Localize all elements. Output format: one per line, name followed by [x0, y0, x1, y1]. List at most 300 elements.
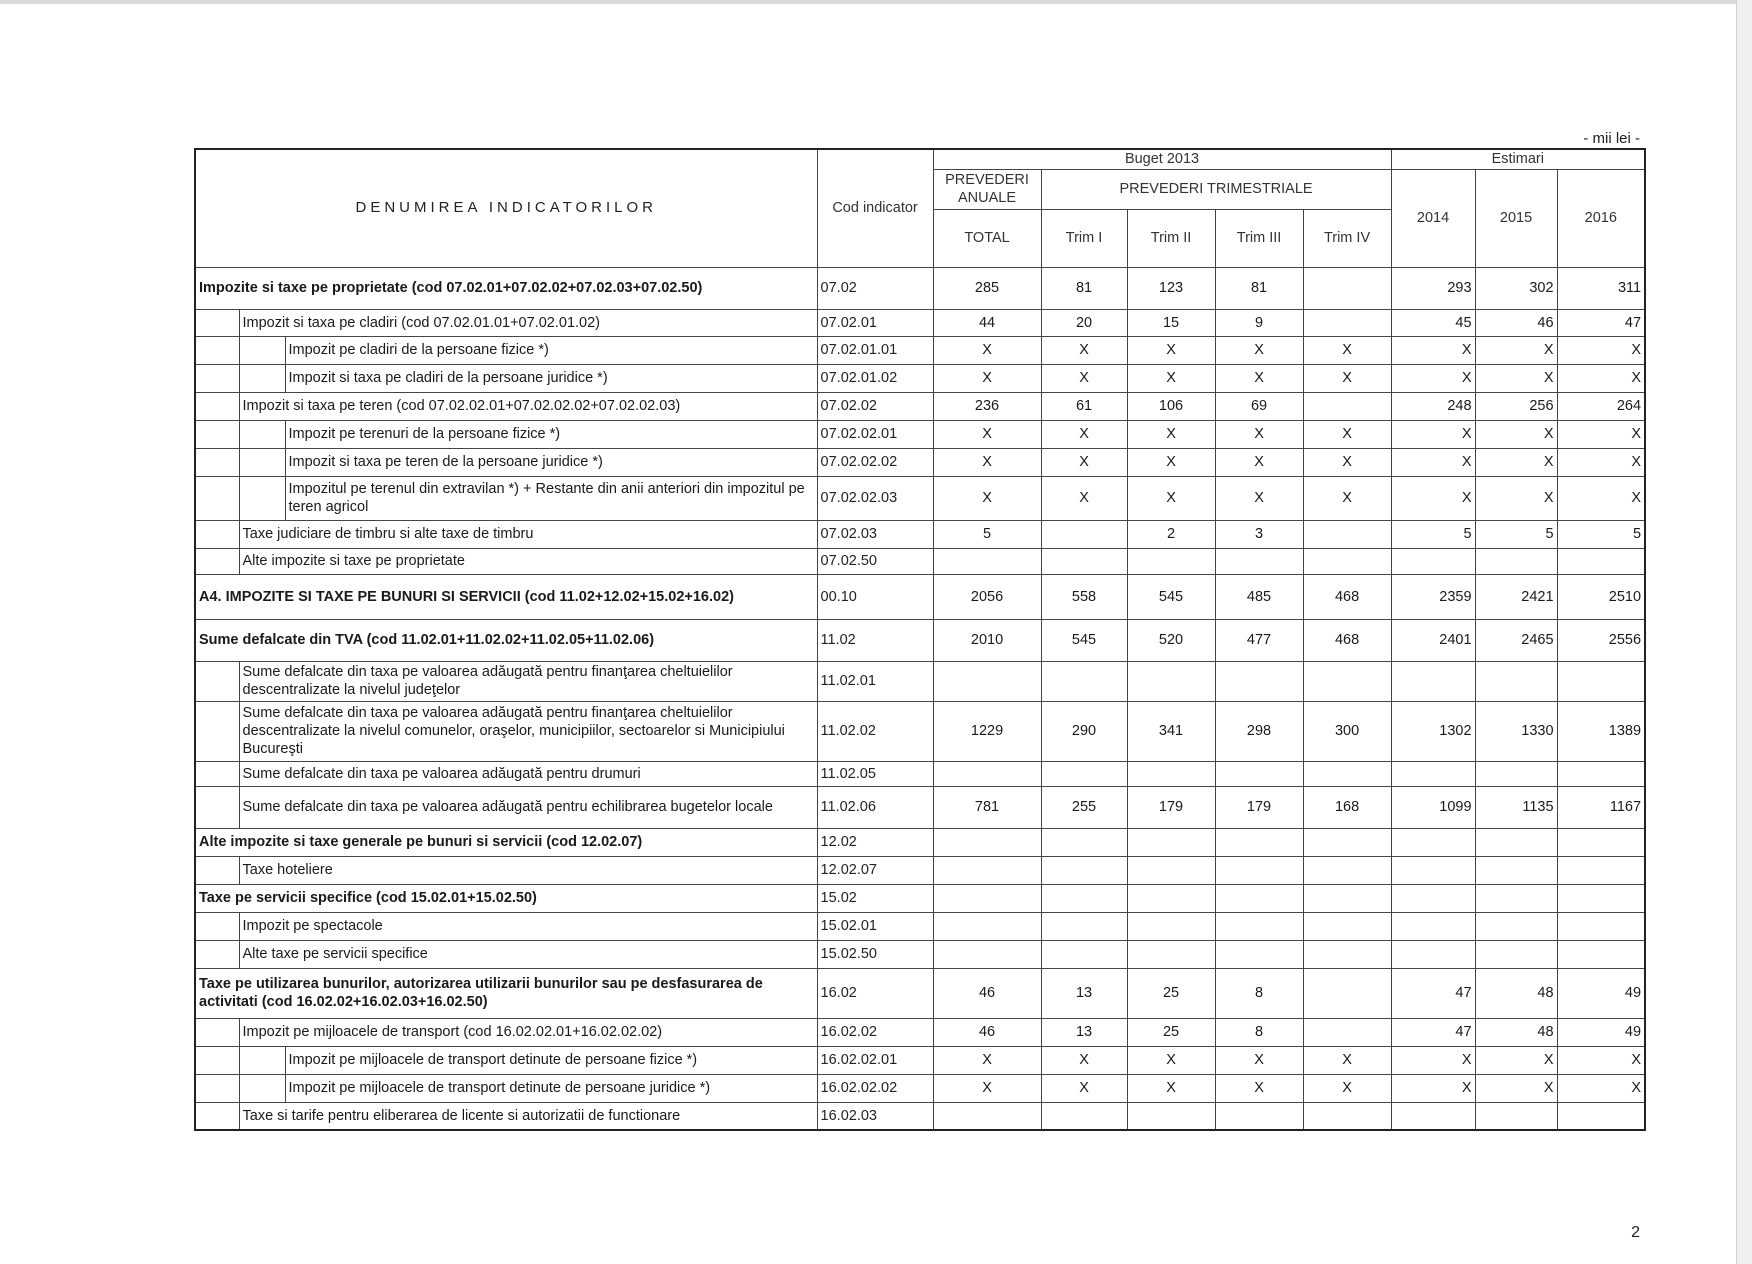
- cell-q1: [1041, 828, 1127, 856]
- indent-cell: [239, 364, 285, 392]
- indent-cell: [195, 661, 239, 701]
- cell-q1: 20: [1041, 309, 1127, 336]
- cell-est-2016: X: [1557, 420, 1645, 448]
- cell-q1: X: [1041, 448, 1127, 476]
- table-row: [195, 912, 1645, 940]
- indent-cell: [239, 476, 285, 520]
- header-indicator-name: DENUMIREA INDICATORILOR: [195, 149, 817, 267]
- cell-total: 2056: [933, 574, 1041, 619]
- cell-q4: [1303, 520, 1391, 548]
- cell-est-2015: 2421: [1475, 574, 1557, 619]
- indent-cell: [195, 701, 239, 761]
- indicator-name: Sume defalcate din taxa pe valoarea adăugată pentru echilibrarea bugetelor locale: [239, 786, 817, 828]
- cell-q1: X: [1041, 364, 1127, 392]
- table-row: [195, 574, 1645, 619]
- header-q4: Trim IV: [1303, 209, 1391, 267]
- cell-q3: 477: [1215, 619, 1303, 661]
- indicator-code: 07.02.01.02: [817, 364, 933, 392]
- cell-q4: [1303, 828, 1391, 856]
- indicator-name: Impozit pe cladiri de la persoane fizice *): [285, 336, 817, 364]
- table-row: [195, 420, 1645, 448]
- cell-total: X: [933, 476, 1041, 520]
- cell-q3: 3: [1215, 520, 1303, 548]
- cell-total: X: [933, 364, 1041, 392]
- cell-est-2014: [1391, 856, 1475, 884]
- cell-total: 285: [933, 267, 1041, 309]
- cell-est-2016: X: [1557, 448, 1645, 476]
- cell-q2: 545: [1127, 574, 1215, 619]
- table-row: [195, 761, 1645, 786]
- indicator-code: 15.02.50: [817, 940, 933, 968]
- cell-q1: 61: [1041, 392, 1127, 420]
- indent-cell: [195, 761, 239, 786]
- cell-est-2015: 5: [1475, 520, 1557, 548]
- cell-est-2014: [1391, 884, 1475, 912]
- table-body: [195, 267, 1645, 1130]
- cell-q1: X: [1041, 1074, 1127, 1102]
- cell-est-2016: X: [1557, 336, 1645, 364]
- cell-est-2014: X: [1391, 476, 1475, 520]
- table-row: [195, 1018, 1645, 1046]
- cell-est-2014: 47: [1391, 968, 1475, 1018]
- cell-est-2015: [1475, 761, 1557, 786]
- cell-q2: [1127, 661, 1215, 701]
- cell-est-2016: [1557, 884, 1645, 912]
- cell-q1: [1041, 1102, 1127, 1130]
- cell-q3: X: [1215, 448, 1303, 476]
- cell-est-2016: 311: [1557, 267, 1645, 309]
- indicator-code: 07.02.01.01: [817, 336, 933, 364]
- cell-total: X: [933, 1046, 1041, 1074]
- indicator-code: 07.02.50: [817, 548, 933, 574]
- cell-q1: X: [1041, 420, 1127, 448]
- cell-q1: [1041, 520, 1127, 548]
- indent-cell: [195, 1074, 239, 1102]
- table-row: [195, 520, 1645, 548]
- cell-q4: X: [1303, 1046, 1391, 1074]
- indicator-code: 11.02.05: [817, 761, 933, 786]
- cell-q4: [1303, 1102, 1391, 1130]
- cell-q1: 545: [1041, 619, 1127, 661]
- cell-est-2015: 46: [1475, 309, 1557, 336]
- cell-est-2014: X: [1391, 420, 1475, 448]
- cell-q4: 168: [1303, 786, 1391, 828]
- cell-total: X: [933, 1074, 1041, 1102]
- cell-est-2016: [1557, 661, 1645, 701]
- cell-q1: 13: [1041, 1018, 1127, 1046]
- cell-est-2015: X: [1475, 1046, 1557, 1074]
- cell-total: [933, 1102, 1041, 1130]
- header-q2: Trim II: [1127, 209, 1215, 267]
- cell-est-2016: [1557, 856, 1645, 884]
- indent-cell: [195, 336, 239, 364]
- cell-est-2015: [1475, 548, 1557, 574]
- header-q3: Trim III: [1215, 209, 1303, 267]
- indicator-code: 16.02.02.01: [817, 1046, 933, 1074]
- cell-q2: 341: [1127, 701, 1215, 761]
- cell-q1: 290: [1041, 701, 1127, 761]
- cell-q2: X: [1127, 420, 1215, 448]
- cell-est-2016: [1557, 912, 1645, 940]
- indicator-code: 11.02.02: [817, 701, 933, 761]
- cell-total: 46: [933, 968, 1041, 1018]
- table-row: [195, 786, 1645, 828]
- indicator-code: 12.02.07: [817, 856, 933, 884]
- cell-est-2015: X: [1475, 420, 1557, 448]
- cell-est-2015: 302: [1475, 267, 1557, 309]
- cell-q4: 300: [1303, 701, 1391, 761]
- cell-q4: 468: [1303, 574, 1391, 619]
- indent-cell: [195, 1018, 239, 1046]
- indicator-name: Sume defalcate din taxa pe valoarea adăugată pentru drumuri: [239, 761, 817, 786]
- indicator-code: 15.02.01: [817, 912, 933, 940]
- cell-q2: X: [1127, 1046, 1215, 1074]
- indent-cell: [195, 1102, 239, 1130]
- cell-est-2014: X: [1391, 364, 1475, 392]
- cell-q2: 25: [1127, 1018, 1215, 1046]
- cell-q1: [1041, 548, 1127, 574]
- cell-q4: [1303, 884, 1391, 912]
- indicator-name: Impozitul pe terenul din extravilan *) + Restante din anii anteriori din impozitul pe teren agricol: [285, 476, 817, 520]
- cell-est-2016: X: [1557, 1046, 1645, 1074]
- cell-est-2015: [1475, 940, 1557, 968]
- indent-cell: [195, 548, 239, 574]
- cell-est-2015: [1475, 884, 1557, 912]
- table-row: [195, 661, 1645, 701]
- indent-cell: [195, 476, 239, 520]
- cell-q2: [1127, 548, 1215, 574]
- cell-est-2016: 1389: [1557, 701, 1645, 761]
- cell-q3: [1215, 828, 1303, 856]
- cell-q2: X: [1127, 336, 1215, 364]
- cell-est-2014: 2359: [1391, 574, 1475, 619]
- indent-cell: [239, 420, 285, 448]
- cell-est-2016: [1557, 548, 1645, 574]
- cell-q4: [1303, 912, 1391, 940]
- indicator-code: 07.02.01: [817, 309, 933, 336]
- cell-est-2015: X: [1475, 336, 1557, 364]
- cell-q4: [1303, 309, 1391, 336]
- cell-est-2014: 1302: [1391, 701, 1475, 761]
- cell-q3: X: [1215, 336, 1303, 364]
- cell-est-2016: 5: [1557, 520, 1645, 548]
- cell-q4: X: [1303, 364, 1391, 392]
- cell-q4: X: [1303, 1074, 1391, 1102]
- indicator-name: Impozit si taxa pe teren (cod 07.02.02.01+07.02.02.02+07.02.02.03): [239, 392, 817, 420]
- cell-q2: 106: [1127, 392, 1215, 420]
- cell-q3: [1215, 761, 1303, 786]
- indicator-code: 07.02.03: [817, 520, 933, 548]
- table-row: [195, 364, 1645, 392]
- unit-label: - mii lei -: [1583, 130, 1640, 147]
- cell-est-2016: X: [1557, 1074, 1645, 1102]
- cell-est-2015: [1475, 661, 1557, 701]
- indicator-code: 16.02.02.02: [817, 1074, 933, 1102]
- cell-q4: [1303, 968, 1391, 1018]
- cell-q2: X: [1127, 364, 1215, 392]
- cell-q4: [1303, 392, 1391, 420]
- header-q1: Trim I: [1041, 209, 1127, 267]
- cell-q4: 468: [1303, 619, 1391, 661]
- indent-cell: [239, 1046, 285, 1074]
- cell-est-2014: 45: [1391, 309, 1475, 336]
- table-row: [195, 884, 1645, 912]
- cell-q1: X: [1041, 336, 1127, 364]
- indent-cell: [195, 392, 239, 420]
- indicator-name: Impozit pe mijloacele de transport (cod 16.02.02.01+16.02.02.02): [239, 1018, 817, 1046]
- indent-cell: [195, 786, 239, 828]
- cell-q3: [1215, 940, 1303, 968]
- cell-est-2016: [1557, 761, 1645, 786]
- cell-est-2014: [1391, 940, 1475, 968]
- indent-cell: [195, 520, 239, 548]
- cell-total: X: [933, 336, 1041, 364]
- indent-cell: [195, 420, 239, 448]
- cell-est-2015: X: [1475, 448, 1557, 476]
- indicator-code: 11.02.01: [817, 661, 933, 701]
- header-quarterly: PREVEDERI TRIMESTRIALE: [1041, 169, 1391, 209]
- indicator-name: Impozite si taxe pe proprietate (cod 07.02.01+07.02.02+07.02.03+07.02.50): [195, 267, 817, 309]
- scan-top-edge: [0, 0, 1752, 4]
- cell-est-2016: [1557, 828, 1645, 856]
- cell-total: [933, 912, 1041, 940]
- indicator-name: Impozit pe terenuri de la persoane fizice *): [285, 420, 817, 448]
- cell-q2: 520: [1127, 619, 1215, 661]
- cell-q3: 179: [1215, 786, 1303, 828]
- table-row: [195, 940, 1645, 968]
- table-row: [195, 392, 1645, 420]
- cell-q2: X: [1127, 448, 1215, 476]
- cell-est-2016: 1167: [1557, 786, 1645, 828]
- indicator-code: 07.02.02.02: [817, 448, 933, 476]
- cell-total: 2010: [933, 619, 1041, 661]
- indicator-name: Taxe pe utilizarea bunurilor, autorizarea utilizarii bunurilor sau pe desfasurarea de activitati (cod 16.02.02+16.02.03+16.02.50): [195, 968, 817, 1018]
- table-row: [195, 448, 1645, 476]
- header-annual: PREVEDERI ANUALE: [933, 169, 1041, 209]
- indicator-code: 11.02.06: [817, 786, 933, 828]
- cell-q3: X: [1215, 1046, 1303, 1074]
- cell-est-2015: X: [1475, 476, 1557, 520]
- cell-q4: X: [1303, 336, 1391, 364]
- indicator-code: 00.10: [817, 574, 933, 619]
- indent-cell: [195, 309, 239, 336]
- table-row: [195, 336, 1645, 364]
- cell-q3: [1215, 661, 1303, 701]
- cell-est-2015: [1475, 1102, 1557, 1130]
- cell-total: [933, 548, 1041, 574]
- cell-est-2015: X: [1475, 1074, 1557, 1102]
- cell-q2: [1127, 940, 1215, 968]
- indicator-name: Impozit pe mijloacele de transport detinute de persoane juridice *): [285, 1074, 817, 1102]
- cell-est-2016: 47: [1557, 309, 1645, 336]
- cell-est-2014: 2401: [1391, 619, 1475, 661]
- cell-est-2014: 293: [1391, 267, 1475, 309]
- cell-est-2016: 264: [1557, 392, 1645, 420]
- cell-est-2015: [1475, 828, 1557, 856]
- cell-q4: [1303, 761, 1391, 786]
- header-total: TOTAL: [933, 209, 1041, 267]
- indicator-code: 16.02.03: [817, 1102, 933, 1130]
- indicator-code: 07.02.02.03: [817, 476, 933, 520]
- cell-total: [933, 884, 1041, 912]
- cell-est-2014: X: [1391, 1074, 1475, 1102]
- indicator-name: Impozit si taxa pe cladiri de la persoane juridice *): [285, 364, 817, 392]
- cell-est-2014: X: [1391, 448, 1475, 476]
- cell-q3: [1215, 548, 1303, 574]
- cell-est-2014: [1391, 1102, 1475, 1130]
- cell-est-2015: X: [1475, 364, 1557, 392]
- cell-est-2016: 2556: [1557, 619, 1645, 661]
- indicator-name: Alte impozite si taxe generale pe bunuri si servicii (cod 12.02.07): [195, 828, 817, 856]
- indicator-name: Sume defalcate din taxa pe valoarea adăugată pentru finanţarea cheltuielilor descentralizate la nivelul judeţelor: [239, 661, 817, 701]
- indicator-name: Alte taxe pe servicii specifice: [239, 940, 817, 968]
- cell-q4: [1303, 661, 1391, 701]
- table-row: [195, 1074, 1645, 1102]
- indent-cell: [195, 1046, 239, 1074]
- cell-est-2014: 1099: [1391, 786, 1475, 828]
- cell-est-2016: X: [1557, 476, 1645, 520]
- cell-est-2014: X: [1391, 336, 1475, 364]
- cell-total: 46: [933, 1018, 1041, 1046]
- indent-cell: [239, 1074, 285, 1102]
- cell-q1: 81: [1041, 267, 1127, 309]
- table-row: [195, 548, 1645, 574]
- cell-total: [933, 761, 1041, 786]
- cell-est-2015: [1475, 912, 1557, 940]
- cell-q2: X: [1127, 1074, 1215, 1102]
- table-row: [195, 619, 1645, 661]
- cell-q1: [1041, 884, 1127, 912]
- cell-q1: [1041, 856, 1127, 884]
- cell-q3: X: [1215, 364, 1303, 392]
- cell-total: [933, 661, 1041, 701]
- indicator-code: 16.02.02: [817, 1018, 933, 1046]
- table-row: [195, 856, 1645, 884]
- cell-total: [933, 828, 1041, 856]
- cell-total: [933, 940, 1041, 968]
- header-year-2015: 2015: [1475, 169, 1557, 267]
- cell-q4: X: [1303, 448, 1391, 476]
- cell-est-2016: 2510: [1557, 574, 1645, 619]
- indicator-name: Impozit si taxa pe cladiri (cod 07.02.01.01+07.02.01.02): [239, 309, 817, 336]
- cell-q2: 25: [1127, 968, 1215, 1018]
- cell-q3: 485: [1215, 574, 1303, 619]
- indicator-name: Impozit pe mijloacele de transport detinute de persoane fizice *): [285, 1046, 817, 1074]
- indicator-code: 07.02.02.01: [817, 420, 933, 448]
- indicator-name: Taxe hoteliere: [239, 856, 817, 884]
- cell-q4: [1303, 267, 1391, 309]
- table-row: [195, 1102, 1645, 1130]
- indicator-name: Taxe pe servicii specifice (cod 15.02.01+15.02.50): [195, 884, 817, 912]
- cell-est-2014: 47: [1391, 1018, 1475, 1046]
- cell-q1: 255: [1041, 786, 1127, 828]
- indicator-code: 16.02: [817, 968, 933, 1018]
- cell-est-2016: 49: [1557, 968, 1645, 1018]
- cell-est-2014: [1391, 828, 1475, 856]
- cell-q4: [1303, 1018, 1391, 1046]
- page-number: 2: [1631, 1224, 1640, 1241]
- cell-q2: 179: [1127, 786, 1215, 828]
- indicator-name: Taxe judiciare de timbru si alte taxe de timbru: [239, 520, 817, 548]
- cell-q1: [1041, 661, 1127, 701]
- cell-total: X: [933, 420, 1041, 448]
- cell-q1: [1041, 761, 1127, 786]
- cell-q3: X: [1215, 420, 1303, 448]
- cell-q3: [1215, 856, 1303, 884]
- indent-cell: [195, 364, 239, 392]
- indicator-code: 07.02.02: [817, 392, 933, 420]
- cell-total: 781: [933, 786, 1041, 828]
- cell-q3: 81: [1215, 267, 1303, 309]
- cell-q3: X: [1215, 476, 1303, 520]
- cell-q2: 123: [1127, 267, 1215, 309]
- indicator-code: 12.02: [817, 828, 933, 856]
- cell-q3: 69: [1215, 392, 1303, 420]
- cell-q3: 8: [1215, 968, 1303, 1018]
- cell-est-2014: [1391, 548, 1475, 574]
- cell-q1: 13: [1041, 968, 1127, 1018]
- cell-est-2016: 49: [1557, 1018, 1645, 1046]
- cell-q1: X: [1041, 1046, 1127, 1074]
- indent-cell: [195, 912, 239, 940]
- indicator-name: Impozit pe spectacole: [239, 912, 817, 940]
- cell-est-2014: X: [1391, 1046, 1475, 1074]
- cell-q3: [1215, 884, 1303, 912]
- cell-q3: [1215, 912, 1303, 940]
- cell-q2: [1127, 884, 1215, 912]
- cell-total: [933, 856, 1041, 884]
- cell-q4: [1303, 548, 1391, 574]
- cell-est-2015: 48: [1475, 968, 1557, 1018]
- table-row: [195, 968, 1645, 1018]
- indent-cell: [195, 448, 239, 476]
- cell-est-2016: [1557, 940, 1645, 968]
- indicator-code: 15.02: [817, 884, 933, 912]
- cell-est-2014: 248: [1391, 392, 1475, 420]
- cell-q3: 298: [1215, 701, 1303, 761]
- cell-est-2015: 2465: [1475, 619, 1557, 661]
- table-row: [195, 1046, 1645, 1074]
- cell-q2: [1127, 912, 1215, 940]
- cell-q1: [1041, 940, 1127, 968]
- cell-est-2015: 256: [1475, 392, 1557, 420]
- indicator-name: A4. IMPOZITE SI TAXE PE BUNURI SI SERVICII (cod 11.02+12.02+15.02+16.02): [195, 574, 817, 619]
- table-row: [195, 267, 1645, 309]
- scan-right-edge: [1736, 0, 1752, 1264]
- cell-q2: [1127, 856, 1215, 884]
- cell-est-2015: [1475, 856, 1557, 884]
- cell-est-2016: X: [1557, 364, 1645, 392]
- cell-q2: X: [1127, 476, 1215, 520]
- cell-est-2015: 48: [1475, 1018, 1557, 1046]
- cell-q2: [1127, 1102, 1215, 1130]
- cell-q3: 8: [1215, 1018, 1303, 1046]
- cell-q2: [1127, 828, 1215, 856]
- cell-q4: X: [1303, 420, 1391, 448]
- cell-est-2014: 5: [1391, 520, 1475, 548]
- indicator-name: Sume defalcate din TVA (cod 11.02.01+11.02.02+11.02.05+11.02.06): [195, 619, 817, 661]
- budget-table: [194, 148, 1646, 1131]
- cell-q4: [1303, 940, 1391, 968]
- indent-cell: [195, 856, 239, 884]
- cell-est-2014: [1391, 912, 1475, 940]
- header-budget-group: Buget 2013: [933, 149, 1391, 169]
- cell-total: 236: [933, 392, 1041, 420]
- cell-q3: X: [1215, 1074, 1303, 1102]
- indicator-name: Impozit si taxa pe teren de la persoane juridice *): [285, 448, 817, 476]
- indicator-name: Alte impozite si taxe pe proprietate: [239, 548, 817, 574]
- cell-est-2016: [1557, 1102, 1645, 1130]
